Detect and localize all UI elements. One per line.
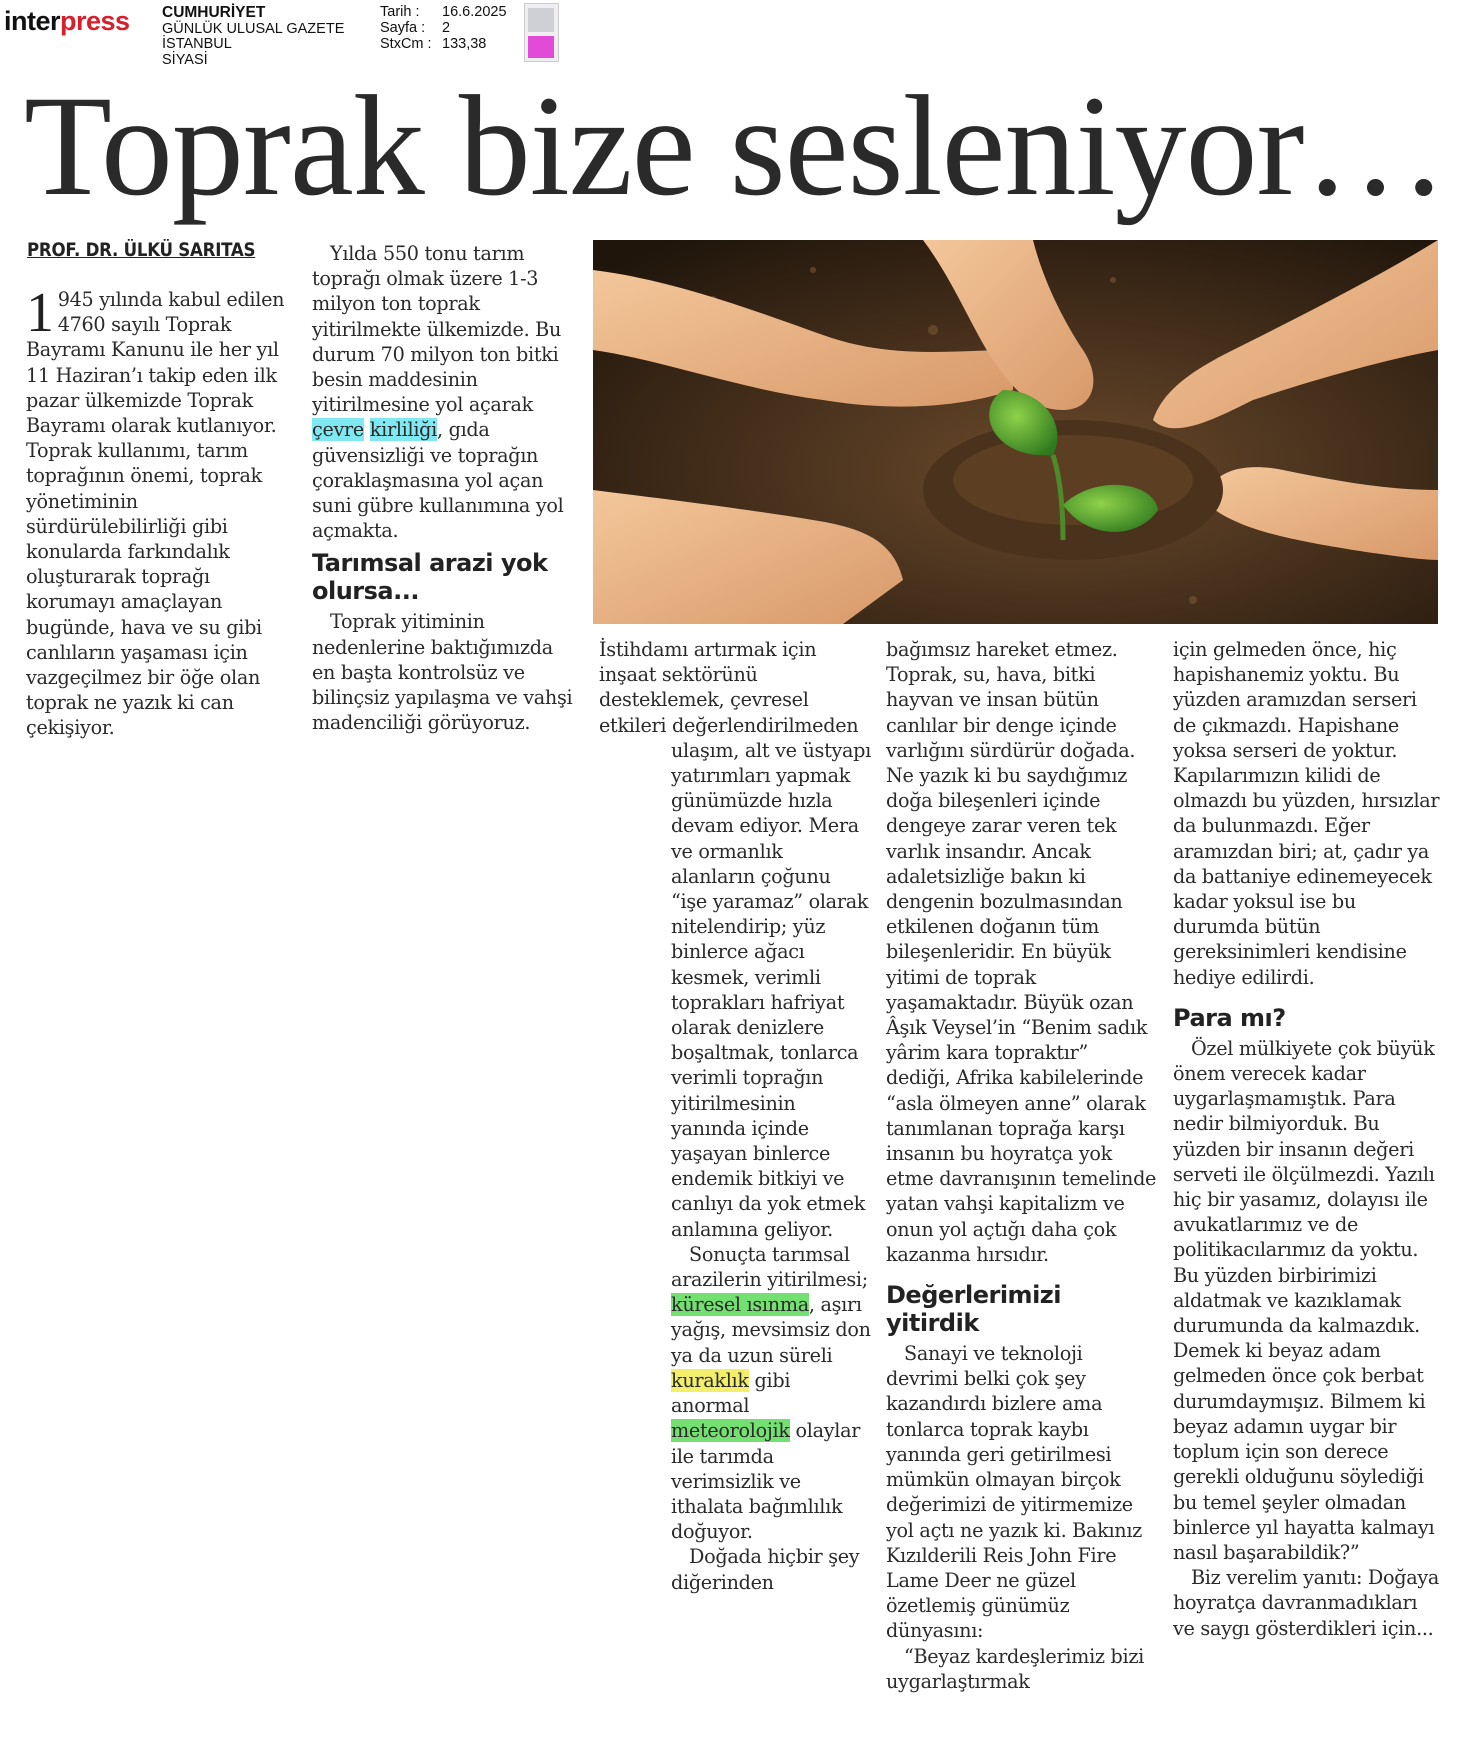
col5-paragraph-3: Biz verelim yanıtı: Doğaya hoyratça davranmadıkları ve saygı gösterdikleri için... <box>1173 1566 1440 1640</box>
col3-paragraph-1: ulaşım, alt ve üstyapı yatırımları yapmak günümüzde hızla devam ediyor. Mera ve ormanlık alanların çoğunu “işe yaramaz” olarak nitelendirip; yüz binlerce ağacı kesmek, verimli toprakları hafriyat olarak denizlere boşaltmak, tonlarca verimli toprağın yitirilmesinin yanında içinde yaşayan binlerce endemik bitkiyi ve canlıyı da yok etmek anlamına geliyor. <box>671 738 872 1241</box>
column-1 <box>26 282 294 741</box>
date-label: Tarih : <box>380 4 420 20</box>
article-photo-hands-soil-seedling <box>593 240 1438 624</box>
subhead-tarimsal-arazi: Tarımsal arazi yok olursa... <box>312 549 548 606</box>
column-5 <box>1173 637 1441 1641</box>
col3-paragraph-3: Doğada hiçbir şey diğerinden <box>671 1545 860 1594</box>
highlight-kuresel-isinma: küresel ısınma <box>671 1293 809 1317</box>
col4-paragraph-1: bağımsız hareket etmez. Toprak, su, hava, bitki hayvan ve insan bütün canlılar bir denge içinde varlığını sürdürür doğada. Ne yazık ki bu saydığımız doğa bileşenleri içinde dengeye zarar veren tek varlık insandır. Ancak adaletsizliğe bakın ki dengenin bozulmasından etkilenen doğanın tüm bileşenleridir. En büyük yitimi de toprak yaşamaktadır. Büyük ozan Âşık Veysel’in “Benim sadık yârim kara topraktır” dediği, Afrika kabilelerinde “asla ölmeyen anne” olarak tanımlanan toprağa karşı insanın bu hoyratça yok etme davranışının temelinde yatan vahşi kapitalizm ve onun yol açtığı daha çok kazanma hırsıdır. <box>886 638 1157 1266</box>
highlight-kirliligi: kirliliği <box>369 418 437 442</box>
stxcm-value: 133,38 <box>442 36 487 52</box>
clipping-meta <box>380 4 507 52</box>
publication-city: İSTANBUL <box>162 36 232 52</box>
page-value: 2 <box>442 20 451 36</box>
col4-paragraph-3: “Beyaz kardeşlerimiz bizi uygarlaştırmak <box>886 1644 1144 1693</box>
highlight-kuraklik: kuraklık <box>671 1368 749 1392</box>
highlight-meteorolojik: meteorolojik <box>671 1419 790 1443</box>
headline: Toprak bize sesleniyor… <box>24 67 1447 226</box>
col5-paragraph-1: için gelmeden önce, hiç hapishanemiz yoktu. Bu yüzden aramızdan serseri de çıkmazdı. Hapishane yoksa serseri de yoktur. Kapılarımızın kilidi de olmazdı bu yüzden, hırsızlar da bulunmazdı. Eğer aramızdan biri; at, çadır ya da battaniye edinemeyecek kadar yoksul ise bu durumda bütün gereksinimleri kendisine hediye edilirdi. <box>1173 638 1440 989</box>
highlight-cevre: çevre <box>312 418 364 442</box>
date-value: 16.6.2025 <box>442 4 507 20</box>
page-thumbnail <box>524 3 559 62</box>
stxcm-label: StxCm : <box>380 36 432 52</box>
column-3 <box>599 637 871 1595</box>
col3-top: İstihdamı artırmak için inşaat sektörünü desteklemek, çevresel etkileri değerlendirilmeden <box>599 638 859 737</box>
col2-paragraph-2: Toprak yitiminin nedenlerine baktığımızda en başta kontrolsüz ve bilinçsiz yapılaşma ve vahşi madenciliği görüyoruz. <box>312 610 573 735</box>
col3-indented-body: ulaşım, alt ve üstyapı yatırımları yapmak günümüzde hızla devam ediyor. Mera ve ormanlık alanların çoğunu “işe yaramaz” olarak nitelendirip; yüz binlerce ağacı kesmek, verimli toprakları hafriyat olarak denizlere boşaltmak, tonlarca verimli toprağın yitirilmesinin yanında içinde yaşayan binlerce endemik bitkiyi ve canlıyı da yok etmek anlamına geliyor. Sonuçta tarımsal arazilerin yitirilmesi; küresel ısınma, aşırı yağış, mevsimsiz don ya da uzun süreli kuraklık gibi anormal meteorolojik olaylar ile tarımda verimsizlik ve ithalata bağımlılık doğuyor. Doğada hiçbir şey diğerinden <box>671 738 872 1594</box>
col4-paragraph-2: Sanayi ve teknoloji devrimi belki çok şey kazandırdı bizlere ama tonlarca toprak kaybı yanında geri getirilmesi mümkün olmayan birçok değerimizi de yitirmemize yol açtı ne yazık ki. Bakınız Kızılderili Reis John Fire Lame Deer ne güzel özetlemiş günümüz dünyasını: <box>886 1342 1142 1643</box>
publication-type: GÜNLÜK ULUSAL GAZETE <box>162 20 345 37</box>
column-4 <box>886 637 1158 1694</box>
subhead-degerlerimizi-yitirdik: Değerlerimizi yitirdik <box>886 1281 1061 1338</box>
col5-paragraph-2: Özel mülkiyete çok büyük önem verecek kadar uygarlaşmamıştık. Para nedir bilmiyorduk. Bu yüzden bir insanın değeri serveti ile ölçülmezdi. Yazılı hiç bir yasamız, dolayısı ile avukatlarımız ve de politikacılarımız da yoktu. Bu yüzden birbirimizi aldatmak ve kazıklamak durumunda da kalmazdık. Demek ki beyaz adam gelmeden önce çok berbat durumdaymışız. Bilmem ki beyaz adamın uygar bir toplum için son derece gerekli olduğunu söylediği bu temel şeyler olmadan binlerce yıl hayatta kalmayı nasıl başarabildik?” <box>1173 1036 1435 1564</box>
interpress-logo: interpress <box>4 6 130 36</box>
page-label: Sayfa : <box>380 20 426 36</box>
column-2: Yılda 550 tonu tarım toprağı olmak üzere 1-3 milyon ton toprak yitirilmekte ülkemizde. Bu durum 70 milyon ton bitki besin maddesinin yitirilmesine yol açarak çevre kirliliği, gıda güvensizliği ve toprağın çoraklaşmasına yol açan suni gübre kullanımına yol açmakta. Tarımsal arazi yok olursa... Toprak yitiminin nedenlerine baktığımızda en başta kontrolsüz ve bilinçsiz yapılaşma ve vahşi madenciliği görüyoruz. <box>312 242 573 735</box>
publication-category: SİYASİ <box>162 51 208 68</box>
subhead-para-mi: Para mı? <box>1173 1003 1286 1032</box>
drop-cap: 1 <box>26 282 54 344</box>
publication-info <box>162 5 344 68</box>
col1-text: 945 yılında kabul edilen 4760 sayılı Toprak Bayramı Kanunu ile her yıl 11 Haziran’ı takip eden ilk pazar ülkemizde Toprak Bayramı olarak kutlanıyor. Toprak kullanımı, tarım toprağının önemi, toprak yönetiminin sürdürülebilirliği gibi konularda farkındalık oluşturarak toprağı korumayı amaçlayan bugünde, hava ve su gibi canlıların yaşaması için vazgeçilmez bir öğe olan toprak ne yazık ki can çekişiyor. <box>26 288 285 740</box>
byline: PROF. DR. ÜLKÜ SARITAS <box>27 240 256 261</box>
publication-name: CUMHURİYET <box>162 4 266 21</box>
